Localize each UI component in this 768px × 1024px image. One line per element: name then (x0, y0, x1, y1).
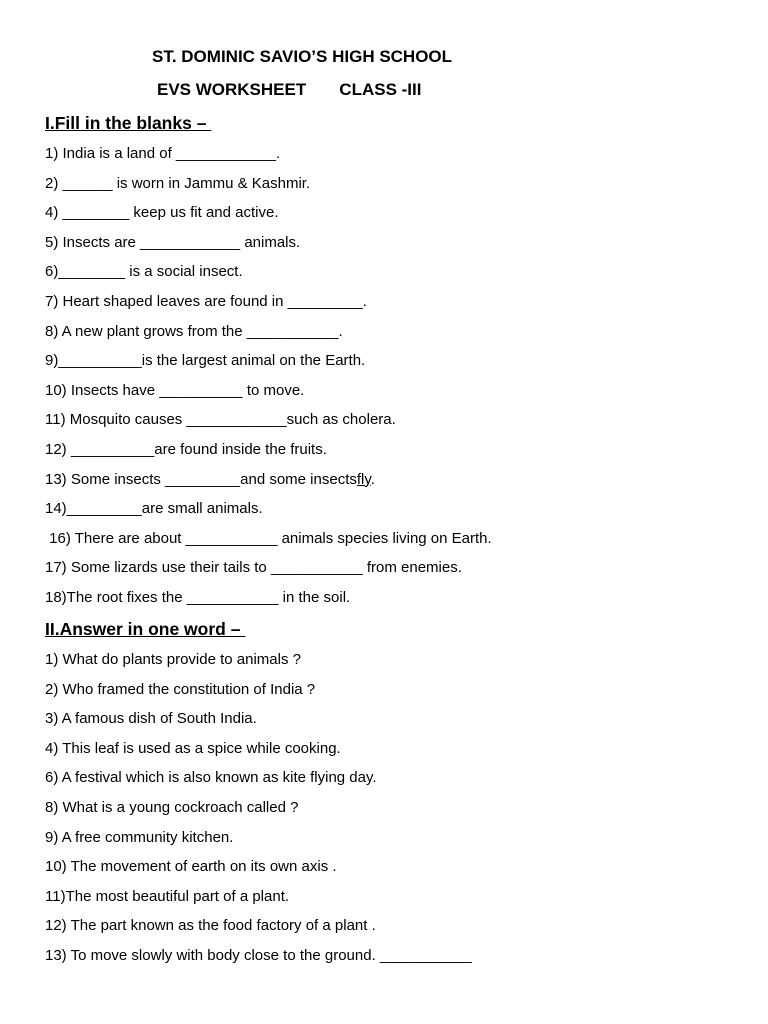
worksheet-class-title: EVS WORKSHEET CLASS -III (157, 80, 422, 99)
list-item: 13) To move slowly with body close to the ground. ___________ (45, 946, 472, 964)
item-text: 13) Some insects _________and some insects (45, 470, 357, 488)
list-item: 10) The movement of earth on its own axis . (45, 858, 337, 876)
list-item: 8) A new plant grows from the ___________. (45, 322, 343, 340)
list-item: 6)________ is a social insect. (45, 263, 243, 281)
list-item: 12) The part known as the food factory of a plant . (45, 917, 376, 935)
item-end: . (370, 470, 375, 488)
list-item: 17) Some lizards use their tails to ___________ from enemies. (45, 559, 462, 577)
list-item: 4) This leaf is used as a spice while cooking. (45, 739, 341, 757)
list-item: 7) Heart shaped leaves are found in _________. (45, 292, 367, 310)
list-item: 18)The root fixes the ___________ in the soil. (45, 588, 351, 606)
section-heading-fill-blanks: I.Fill in the blanks – (45, 113, 212, 133)
list-item: 11) Mosquito causes ____________such as cholera. (45, 411, 396, 429)
section-heading-one-word: II.Answer in one word – (45, 619, 246, 639)
school-name: ST. DOMINIC SAVIO’S HIGH SCHOOL (152, 47, 453, 66)
list-item: 4) ________ keep us fit and active. (45, 204, 279, 222)
list-item: 6) A festival which is also known as kite flying day. (45, 769, 377, 787)
list-item: 5) Insects are ____________ animals. (45, 233, 301, 251)
list-item: 2) ______ is worn in Jammu & Kashmir. (45, 174, 311, 192)
list-item: 11)The most beautiful part of a plant. (45, 887, 290, 905)
fill-blanks-list (45, 139, 492, 613)
list-item: 16) There are about ___________ animals species living on Earth. (45, 529, 492, 547)
list-item: 10) Insects have __________ to move. (45, 381, 305, 399)
underlined-word: fly (356, 470, 371, 488)
list-item (45, 465, 492, 495)
list-item: 9)__________is the largest animal on the Earth. (45, 352, 366, 370)
list-item: 1) What do plants provide to animals ? (45, 651, 301, 668)
list-item: 8) What is a young cockroach called ? (45, 798, 299, 816)
list-item: 2) Who framed the constitution of India ? (45, 680, 316, 698)
list-item: 1) India is a land of ____________. (45, 145, 281, 162)
list-item: 9) A free community kitchen. (45, 828, 234, 846)
list-item: 14)_________are small animals. (45, 500, 263, 518)
list-item: 12) __________are found inside the fruits. (45, 440, 327, 458)
one-word-list (45, 645, 472, 971)
list-item: 3) A famous dish of South India. (45, 710, 257, 728)
